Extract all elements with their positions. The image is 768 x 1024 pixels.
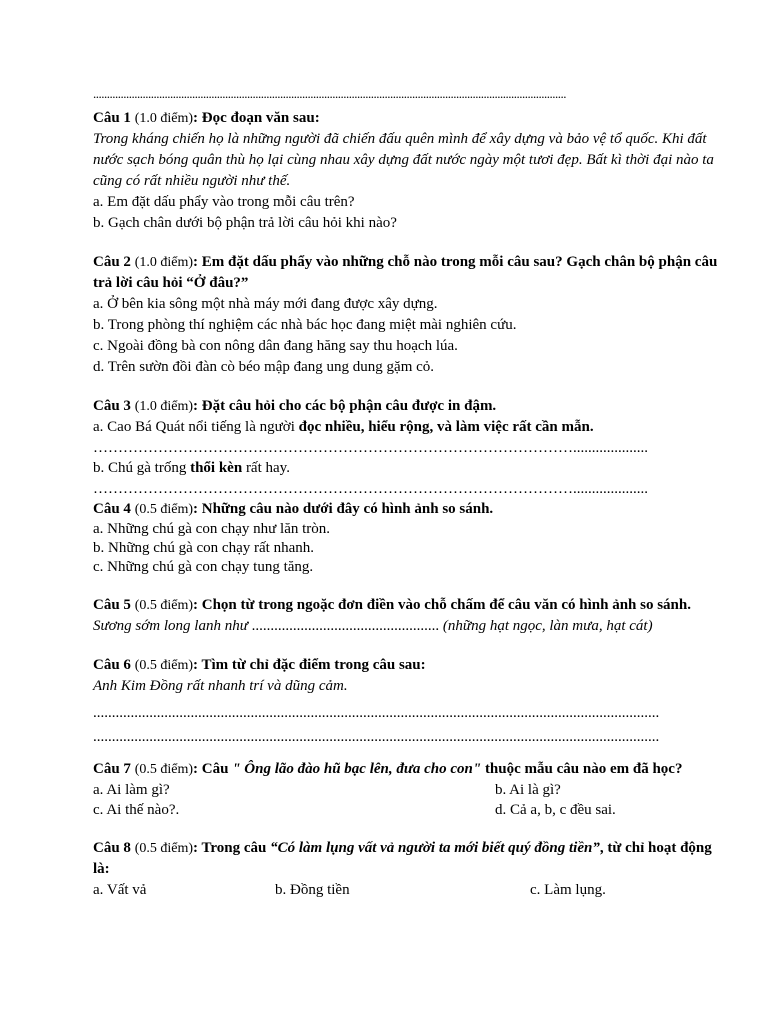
q4-title: : Những câu nào dưới đây có hình ảnh so sánh.: [193, 501, 494, 517]
q3-points: (1.0 điểm): [134, 399, 194, 414]
q3-answer-line-2[interactable]: ……………………………………………………………………………………....................: [93, 481, 648, 497]
q7-option-c: c. Ai thế nào?.: [93, 802, 180, 818]
q8-quoted-sentence: “Có làm lụng vất vả người ta mới biết quý đồng tiền”: [270, 840, 600, 856]
q5-choices: (những hạt ngọc, làn mưa, hạt cát): [439, 618, 653, 634]
q8-title-end: , từ chỉ hoạt động là:: [93, 840, 712, 877]
q2-number: Câu 2: [93, 254, 131, 270]
q4-points: (0.5 điểm): [134, 502, 194, 517]
q7-quoted-sentence: " Ông lão đào hũ bạc lên, đưa cho con": [232, 761, 482, 777]
q8-number: Câu 8: [93, 840, 131, 856]
question-4: [93, 499, 723, 577]
q8-option-a: a. Vất vả: [93, 882, 147, 898]
q3-part-a-text: a. Cao Bá Quát nổi tiếng là người: [93, 419, 299, 435]
q7-option-b: b. Ai là gì?: [495, 782, 561, 798]
q2-points: (1.0 điểm): [134, 255, 194, 270]
q3-part-b-bold: thổi kèn: [190, 460, 243, 476]
q6-answer-line-2[interactable]: .......................................................................................................................................................: [93, 729, 660, 745]
q7-points: (0.5 điểm): [134, 762, 194, 777]
q1-part-b: b. Gạch chân dưới bộ phận trả lời câu hỏi khi nào?: [93, 215, 397, 231]
question-6: [93, 655, 723, 747]
q5-title: : Chọn từ trong ngoặc đơn điền vào chỗ chấm để câu văn có hình ảnh so sánh.: [193, 597, 691, 613]
q2-part-a: a. Ở bên kia sông một nhà máy mới đang được xây dựng.: [93, 296, 438, 312]
q7-option-a: a. Ai làm gì?: [93, 782, 170, 798]
q3-part-a-bold: đọc nhiều, hiểu rộng, và làm việc rất cần mẫn.: [298, 419, 594, 435]
q6-answer-line-1[interactable]: .......................................................................................................................................................: [93, 705, 660, 721]
question-8: [93, 838, 723, 900]
q1-passage: Trong kháng chiến họ là những người đã chiến đấu quên mình để xây dựng và bảo vệ tổ quốc. Khi đất nước sạch bóng quân thù họ lại cùng nhau xây dựng đất nước ngày một tươi đẹp. Bất kì thời đại nào ta cũng có rất nhiều người như thế.: [93, 131, 714, 189]
question-1: [93, 108, 723, 234]
q3-part-b-end: rất hay.: [242, 460, 290, 476]
q1-part-a: a. Em đặt dấu phẩy vào trong mỗi câu trên?: [93, 194, 355, 210]
question-2: [93, 252, 723, 378]
q5-sentence: Sương sớm long lanh như: [93, 618, 248, 634]
q5-number: Câu 5: [93, 597, 131, 613]
q2-part-c: c. Ngoài đồng bà con nông dân đang hăng say thu hoạch lúa.: [93, 338, 458, 354]
q4-number: Câu 4: [93, 501, 131, 517]
worksheet: [93, 88, 723, 900]
q2-part-d: d. Trên sườn đồi đàn cò béo mập đang ung dung gặm cỏ.: [93, 359, 435, 375]
q3-answer-line-1[interactable]: ……………………………………………………………………………………....................: [93, 440, 648, 456]
question-5: [93, 595, 723, 637]
q8-title-start: : Trong câu: [193, 840, 271, 856]
q8-points: (0.5 điểm): [134, 841, 194, 856]
q7-number: Câu 7: [93, 761, 131, 777]
question-7: [93, 759, 723, 820]
q8-option-c: c. Làm lụng.: [530, 882, 606, 898]
q7-option-d: d. Cả a, b, c đều sai.: [495, 802, 616, 818]
q6-sentence: Anh Kim Đồng rất nhanh trí và dũng cảm.: [93, 678, 348, 694]
q7-title-start: : Câu: [193, 761, 233, 777]
question-3: [93, 396, 723, 499]
q3-part-b-text: b. Chú gà trống: [93, 460, 191, 476]
q1-number: Câu 1: [93, 110, 131, 126]
q4-option-b: b. Những chú gà con chạy rất nhanh.: [93, 540, 314, 556]
q1-title: : Đọc đoạn văn sau:: [193, 110, 320, 126]
q8-option-b: b. Đồng tiền: [275, 882, 350, 898]
q4-option-a: a. Những chú gà con chạy như lăn tròn.: [93, 521, 331, 537]
q5-blank[interactable]: ..................................................: [247, 618, 440, 634]
q7-title-end: thuộc mẫu câu nào em đã học?: [481, 761, 683, 777]
q6-title: : Tìm từ chỉ đặc điểm trong câu sau:: [193, 657, 426, 673]
q3-number: Câu 3: [93, 398, 131, 414]
q6-number: Câu 6: [93, 657, 131, 673]
q6-points: (0.5 điểm): [134, 658, 194, 673]
q2-title: : Em đặt dấu phẩy vào những chỗ nào trong mỗi câu sau? Gạch chân bộ phận câu trả lời câu hỏi “Ở đâu?”: [93, 254, 718, 291]
q3-title: : Đặt câu hỏi cho các bộ phận câu được in đậm.: [193, 398, 497, 414]
top-dotted-line: ............................................................................................................................................................................: [93, 88, 566, 100]
q1-points: (1.0 điểm): [134, 111, 194, 126]
q4-option-c: c. Những chú gà con chạy tung tăng.: [93, 559, 314, 575]
q5-points: (0.5 điểm): [134, 598, 194, 613]
q2-part-b: b. Trong phòng thí nghiệm các nhà bác học đang miệt mài nghiên cứu.: [93, 317, 517, 333]
